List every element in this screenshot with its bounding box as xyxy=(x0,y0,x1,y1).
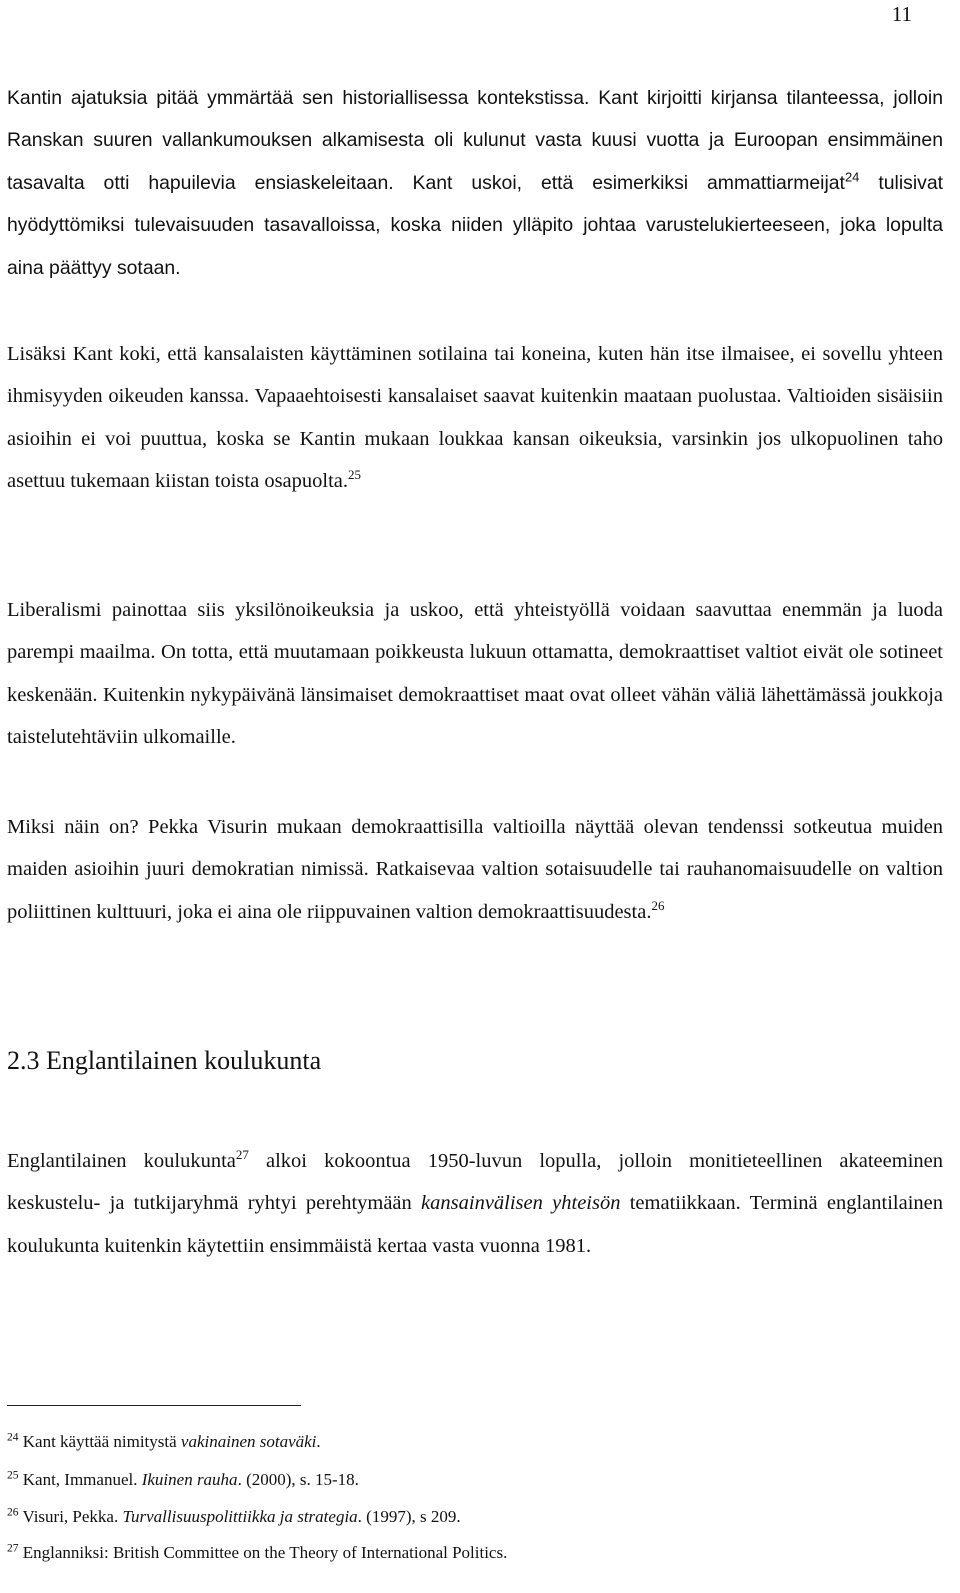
footnote-number: 26 xyxy=(7,1506,19,1519)
paragraph-text: Miksi näin on? Pekka Visurin mukaan demokraattisilla valtioilla näyttää olevan tendenssi sotkeutua muiden maiden asioihin juuri demokratian nimissä. Ratkaisevaa valtion sotaisuudelle tai rauhanomaisuudelle on valtion poliittinen kulttuuri, joka ei aina ole riippuvainen valtion demokraattisuudesta. xyxy=(7,816,943,923)
footnote-26 xyxy=(7,1507,461,1527)
paragraph-text: alkoi kokoontua 1950-luvun lopulla, jolloin monitieteellinen akateeminen keskustelu- ja tutkijaryhmä ryhtyi perehtymään xyxy=(7,1150,943,1215)
footnote-ref: 24 xyxy=(844,169,860,185)
paragraph-text: Englantilainen koulukunta xyxy=(7,1150,236,1172)
footnote-text: Kant, Immanuel. xyxy=(22,1470,142,1489)
paragraph-visuri xyxy=(7,806,943,933)
footnote-text: . (2000), s. 15-18. xyxy=(237,1470,359,1489)
paragraph-kant-context xyxy=(7,77,943,289)
footnote-text: Visuri, Pekka. xyxy=(22,1507,123,1526)
footnote-number: 24 xyxy=(7,1431,19,1444)
footnote-number: 27 xyxy=(7,1542,19,1555)
footnote-separator xyxy=(7,1405,301,1406)
footnote-ref: 27 xyxy=(235,1147,249,1163)
footnote-ref: 26 xyxy=(651,897,665,913)
footnote-27 xyxy=(7,1543,507,1563)
footnote-number: 25 xyxy=(7,1469,19,1482)
footnote-ref: 25 xyxy=(348,467,362,483)
paragraph-text: Lisäksi Kant koki, että kansalaisten käyttäminen sotilaina tai koneina, kuten hän itse ilmaisee, ei sovellu yhteen ihmisyyden oikeuden kanssa. Vapaaehtoisesti kansalaiset saavat kuitenkin maataan puolustaa. Valtioiden sisäisiin asioihin ei voi puuttua, koska se Kantin mukaan loukkaa kansan oikeuksia, varsinkin jos ulkopuolinen taho asettuu tukemaan kiistan toista osapuolta. xyxy=(7,343,943,493)
footnote-text: Englanniksi: British Committee on the Theory of International Politics. xyxy=(22,1543,508,1562)
footnote-italic: vakinainen sotaväki xyxy=(180,1432,317,1451)
paragraph-liberalism xyxy=(7,589,943,759)
footnote-text: . (1997), s 209. xyxy=(357,1507,461,1526)
paragraph-text: Liberalismi painottaa siis yksilönoikeuksia ja uskoo, että yhteistyöllä voidaan saavuttaa enemmän ja luoda parempi maailma. On totta, että muutamaan poikkeusta lukuun ottamatta, demokraattiset valtiot eivät ole sotineet keskenään. Kuitenkin nykypäivänä länsimaiset demokraattiset maat ovat olleet vähän väliä lähettämässä joukkoja taistelutehtäviin ulkomaille. xyxy=(7,599,943,749)
paragraph-citizens xyxy=(7,333,943,503)
paragraph-english-school xyxy=(7,1140,943,1267)
footnote-24 xyxy=(7,1432,321,1452)
footnote-italic: Turvallisuuspolittiikka ja strategia xyxy=(122,1507,358,1526)
page-number: 11 xyxy=(891,2,912,26)
paragraph-text: tematiikkaan. Terminä englantilainen koulukunta kuitenkin käytettiin ensimmäistä kertaa vasta vuonna 1981. xyxy=(7,1192,944,1257)
footnote-25 xyxy=(7,1470,359,1490)
paragraph-italic-term: kansainvälisen yhteisön xyxy=(421,1192,621,1215)
paragraph-text: tulisivat hyödyttömiksi tulevaisuuden tasavalloissa, koska niiden ylläpito johtaa varustelukierteeseen, joka lopulta aina päättyy sotaan. xyxy=(7,171,944,279)
paragraph-text: Kantin ajatuksia pitää ymmärtää sen historiallisessa kontekstissa. Kant kirjoitti kirjansa tilanteessa, jolloin Ranskan suuren vallankumouksen alkamisesta oli kulunut vasta kuusi vuotta ja Euroopan ensimmäinen tasavalta otti hapuilevia ensiaskeleitaan. Kant uskoi, että esimerkiksi ammattiarmeijat xyxy=(7,87,943,194)
footnote-italic: Ikuinen rauha xyxy=(141,1470,238,1489)
section-heading: 2.3 Englantilainen koulukunta xyxy=(7,1046,322,1075)
footnote-text: . xyxy=(316,1432,321,1451)
footnote-text: Kant käyttää nimitystä xyxy=(22,1432,181,1451)
